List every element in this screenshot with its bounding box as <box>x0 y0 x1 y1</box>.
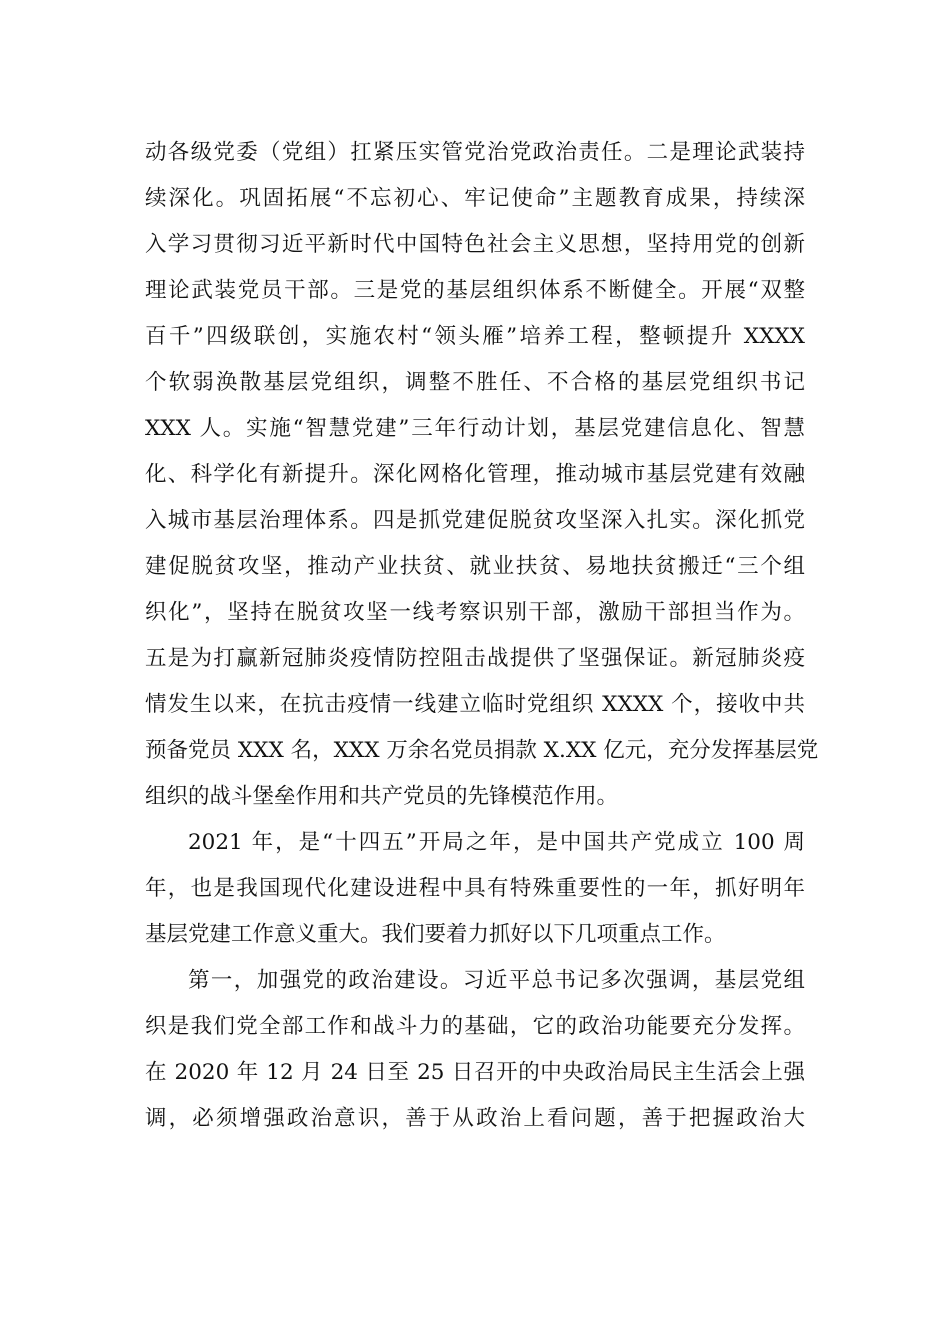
text-line: 理论武装党员干部。三是党的基层组织体系不断健全。开展“双整 <box>145 278 805 303</box>
text-line: 预备党员 XXX 名，XXX 万余名党员捐款 X.XX 亿元，充分发挥基层党 <box>145 738 819 763</box>
text-line: 调，必须增强政治意识，善于从政治上看问题，善于把握政治大 <box>145 1106 805 1131</box>
paragraph-2 <box>145 820 805 958</box>
text-line: 入学习贯彻习近平新时代中国特色社会主义思想，坚持用党的创新 <box>145 232 805 257</box>
paragraph-3 <box>145 958 805 1142</box>
text-line: 化、科学化有新提升。深化网格化管理，推动城市基层党建有效融 <box>145 462 805 487</box>
text-line: 个软弱涣散基层党组织，调整不胜任、不合格的基层党组织书记 <box>145 370 805 395</box>
text-line: 组织的战斗堡垒作用和共产党员的先锋模范作用。 <box>145 784 619 809</box>
text-line: 入城市基层治理体系。四是抓党建促脱贫攻坚深入扎实。深化抓党 <box>145 508 805 533</box>
text-line: 织是我们党全部工作和战斗力的基础，它的政治功能要充分发挥。 <box>145 1014 805 1039</box>
text-line: 基层党建工作意义重大。我们要着力抓好以下几项重点工作。 <box>145 922 726 947</box>
text-line: 情发生以来，在抗击疫情一线建立临时党组织 XXXX 个，接收中共 <box>145 692 805 717</box>
text-line: 在 2020 年 12 月 24 日至 25 日召开的中央政治局民主生活会上强 <box>145 1060 805 1085</box>
text-line: 动各级党委（党组）扛紧压实管党治党政治责任。二是理论武装持 <box>145 140 805 165</box>
text-line: XXX 人。实施“智慧党建”三年行动计划，基层党建信息化、智慧 <box>145 416 805 441</box>
text-line: 建促脱贫攻坚，推动产业扶贫、就业扶贫、易地扶贫搬迁“三个组 <box>145 554 805 579</box>
text-line: 织化”，坚持在脱贫攻坚一线考察识别干部，激励干部担当作为。 <box>145 600 805 625</box>
text-line: 第一，加强党的政治建设。习近平总书记多次强调，基层党组 <box>188 968 805 993</box>
document-body <box>145 130 819 1142</box>
text-line: 百千”四级联创，实施农村“领头雁”培养工程，整顿提升 XXXX <box>145 324 805 349</box>
text-line: 续深化。巩固拓展“不忘初心、牢记使命”主题教育成果，持续深 <box>145 186 805 211</box>
text-line: 年，也是我国现代化建设进程中具有特殊重要性的一年，抓好明年 <box>145 876 805 901</box>
text-line: 五是为打赢新冠肺炎疫情防控阻击战提供了坚强保证。新冠肺炎疫 <box>145 646 805 671</box>
paragraph-1 <box>145 130 819 820</box>
text-line: 2021 年，是“十四五”开局之年，是中国共产党成立 100 周 <box>188 830 805 855</box>
